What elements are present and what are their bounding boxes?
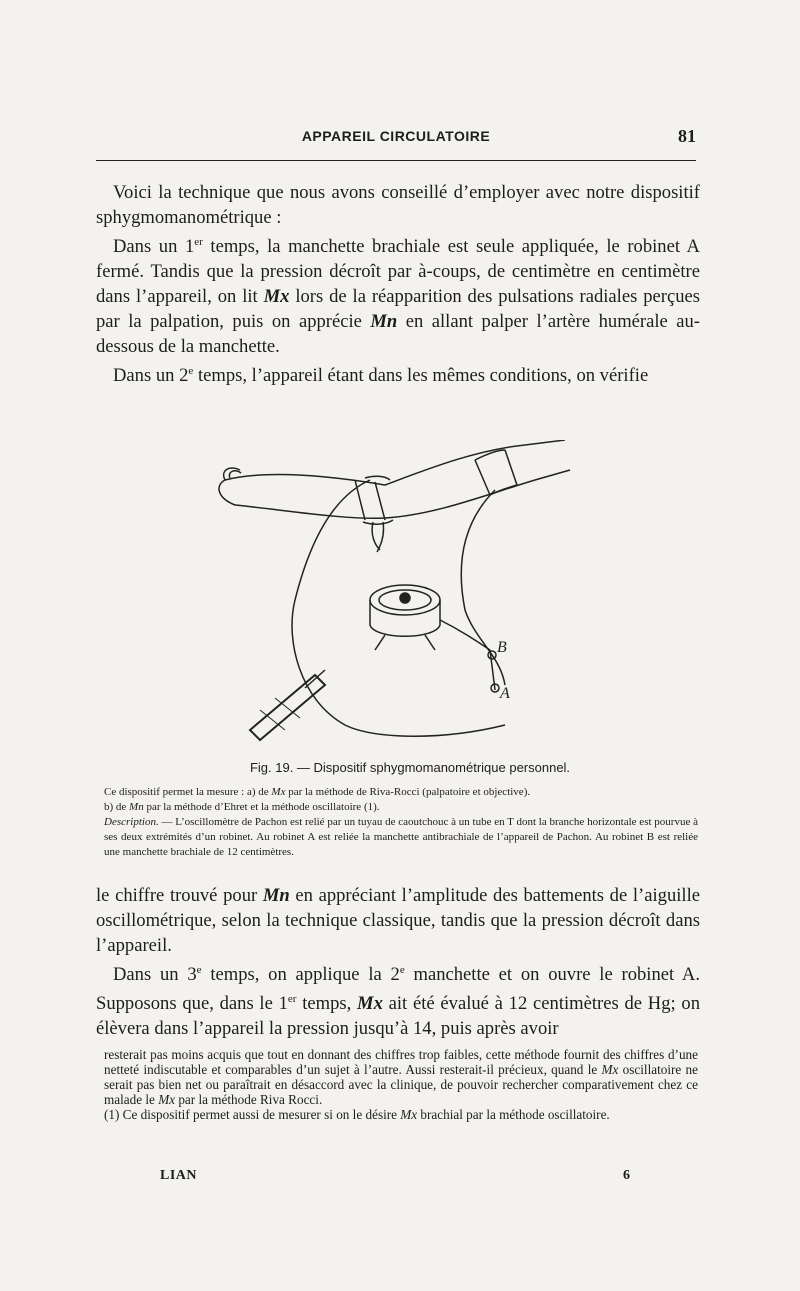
footer-author: LIAN [160,1168,198,1183]
fn2-a: (1) Ce dispositif permet aussi de mesurer si on le désire [104,1107,401,1122]
p4-mn: Mn [262,885,290,906]
p2-mn: Mn [370,311,398,333]
footnote-continued [104,1047,698,1107]
p2-sup: er [194,236,203,248]
tube-connector [305,670,325,688]
header-rule [96,160,696,161]
p4-b: en appréciant l’amplitude des battements de l’aiguille oscillométrique, selon la technique classique, tandis que la pression décroît dans l’appareil. [96,885,701,956]
note-b-mn: Mn [129,801,144,813]
p2-c: lors de la réapparition des pulsations radiales perçues par la palpation, puis on apprécie [96,286,700,333]
fn1-b: oscillatoire ne serait pas bien net ou paraîtrait en désaccord avec la clinique, de pouvoir rechercher comparativement chez ce malade le [104,1062,698,1107]
arm-lower-outline [235,470,570,518]
pump-bulb-shading [260,698,300,730]
p5-sup1: e [196,964,202,976]
figure-note-a [104,785,698,800]
tube-left [292,480,505,736]
p5-sup2: e [399,964,405,976]
fn1-a: resterait pas moins acquis que tout en donnant des chiffres trop faibles, cette méthode fournit des chiffres d’une netteté indiscutable et comparables d’un sujet à l’autre. Aussi resterait-il précieux, quand le [104,1047,698,1077]
body-text-top [96,180,700,388]
p5-c: manchette et on ouvre le robinet A. Supposons que, dans le 1 [96,964,700,1015]
note-a-1: Ce dispositif permet la mesure : a) de [104,786,272,798]
fn1-c: par la méthode Riva Rocci. [175,1092,323,1107]
figure-notes [104,785,698,860]
fn2-mx: Mx [400,1107,418,1122]
footnotes [104,1047,698,1122]
paragraph-2 [96,230,700,359]
cuff-straps [372,522,383,552]
p5-a: Dans un 3 [113,964,197,986]
label-b: B [497,639,507,656]
footnote-1 [104,1107,698,1122]
fn2-b: brachial par la méthode oscillatoire. [417,1107,610,1122]
description-text: — L’oscillomètre de Pachon est relié par un tuyau de caoutchouc à un tube en T dont la branche horizontale est pourvue à ses deux extrémités d’un robinet. Au robinet A est reliée la manchette antibrachiale de l’appareil de Pachon. Au robinet B est reliée une manchette brachiale de 12 centimètres. [104,816,698,858]
page-number: 81 [678,126,696,146]
note-b-1: b) de [104,801,130,813]
footer-signature: 6 [623,1168,630,1183]
t-tube [440,620,490,650]
label-a: A [500,685,510,702]
note-a-mx: Mx [271,786,286,798]
p3-a: Dans un 2 [113,365,189,387]
figure-description [104,815,698,860]
paragraph-4 [96,883,700,958]
figure-note-b [104,800,698,815]
p3-sup: e [188,365,194,378]
fn1-mx2: Mx [158,1092,176,1107]
note-a-2: par la méthode de Riva-Rocci (palpatoire et objective). [285,786,531,798]
fn1-mx: Mx [601,1062,619,1077]
p2-d: en allant palper l’artère humérale au-dessous de la manchette. [96,311,700,358]
p2-a: Dans un 1 [113,236,195,258]
paragraph-1-text: Voici la technique que nous avons conseillé d’employer avec notre dispositif sphygmomanométrique : [96,182,700,228]
p5-d: temps, [296,993,358,1015]
paragraph-5 [96,958,700,1041]
note-b-2: par la méthode d’Ehret et la méthode oscillatoire (1). [143,801,380,813]
p5-e: ait été évalué à 12 centimètres de Hg; on élèvera dans l’appareil la pression jusqu’à 14, puis après avoir [96,993,700,1040]
page-header [96,128,696,150]
p2-b: temps, la manchette brachiale est seule appliquée, le robinet A fermé. Tandis que la pression décroît par à-coups, de centimètre en centimètre dans l’appareil, on lit [96,236,700,308]
p5-mx: Mx [357,993,383,1015]
oscillometer-legs [375,635,435,650]
p5-b: temps, on applique la 2 [201,964,400,986]
oscillometer-body [370,600,440,636]
description-label: Description. [104,816,159,828]
p5-sup3: er [287,993,297,1006]
paragraph-1 [96,180,700,230]
body-text-bottom [96,883,700,1041]
paragraph-3 [96,359,700,388]
running-head: APPAREIL CIRCULATOIRE [301,128,491,144]
p3-b: temps, l’appareil étant dans les mêmes conditions, on vérifie [193,365,649,387]
p2-mx: Mx [263,286,290,308]
hand-outline [219,480,235,505]
figure-caption: Fig. 19. — Dispositif sphygmomanométrique personnel. [249,760,571,775]
sphygmomanometer-illustration [205,440,575,745]
oscillometer-needle-hub [400,593,410,603]
page-footer [160,1168,630,1188]
p4-a: le chiffre trouvé pour [96,885,263,906]
